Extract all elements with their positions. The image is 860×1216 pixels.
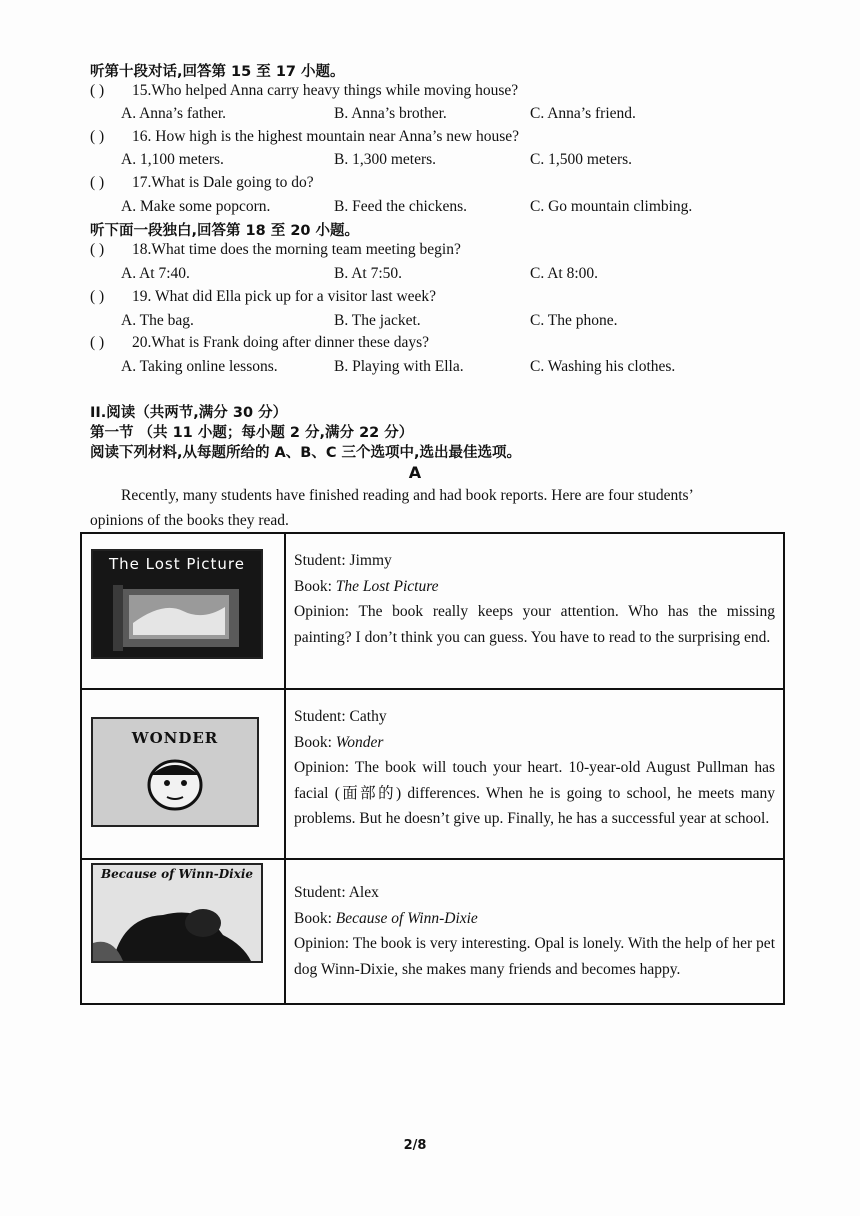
book-label: Book: <box>294 733 336 751</box>
book-cover-image <box>91 717 259 827</box>
question-15 <box>90 82 518 100</box>
option-b: B. Playing with Ella. <box>334 358 464 375</box>
opinion-text: Opinion: The book really keeps your attention. Who has the missing painting? I don’t think you can guess. You have to read to the surprising end. <box>294 603 775 646</box>
opinion-text: Opinion: The book is very interesting. Opal is lonely. With the help of her pet dog Winn-Dixie, she makes many friends and becomes happy. <box>294 935 775 978</box>
option-a: A. 1,100 meters. <box>121 151 224 168</box>
question-17 <box>90 174 314 192</box>
student-name: Student: Cathy <box>294 708 387 725</box>
book-label: Book: <box>294 577 336 595</box>
answer-blank[interactable]: ( ) <box>90 82 105 99</box>
option-c: C. The phone. <box>530 312 618 329</box>
page-number: 2/8 <box>403 1138 427 1153</box>
question-text: 20.What is Frank doing after dinner these days? <box>132 334 429 351</box>
intro-text-line-1: Recently, many students have finished reading and had book reports. Here are four students’ <box>121 487 694 504</box>
option-a: A. Make some popcorn. <box>121 198 271 215</box>
question-text: 17.What is Dale going to do? <box>132 174 314 191</box>
book-label: Book: <box>294 909 336 927</box>
cover-cell <box>81 859 285 1004</box>
cover-title: WONDER <box>131 729 219 747</box>
option-b: B. At 7:50. <box>334 265 403 282</box>
report-cell <box>285 859 784 1004</box>
question-16 <box>90 128 519 146</box>
option-c: C. Anna’s friend. <box>530 105 636 122</box>
option-c: C. At 8:00. <box>530 265 599 282</box>
option-a: A. Taking online lessons. <box>121 358 278 375</box>
opinion-text: Opinion: The book will touch your heart. 10-year-old August Pullman has facial (面部的) differences. When he is going to school, he meets many problems. But he doesn’t give up. Finally, he has a successful year at school. <box>294 759 775 827</box>
question-text: 18.What time does the morning team meeting begin? <box>132 241 461 258</box>
option-b: B. Anna’s brother. <box>334 105 447 122</box>
option-c: C. Washing his clothes. <box>530 358 676 375</box>
section-heading-listening-10: 听第十段对话,回答第 15 至 17 小题。 <box>90 64 345 80</box>
option-b: B. 1,300 meters. <box>334 151 437 168</box>
section-heading-monologue: 听下面一段独白,回答第 18 至 20 小题。 <box>90 223 360 239</box>
book-cover-image <box>91 863 263 963</box>
cover-title: The Lost Picture <box>109 555 245 573</box>
option-a: A. The bag. <box>121 312 194 329</box>
report-cell <box>285 533 784 689</box>
student-name: Student: Alex <box>294 884 379 901</box>
report-cell <box>285 689 784 859</box>
answer-blank[interactable]: ( ) <box>90 334 105 351</box>
option-c: C. 1,500 meters. <box>530 151 633 168</box>
book-cover-image <box>91 549 263 659</box>
question-text: 19. What did Ella pick up for a visitor last week? <box>132 288 437 305</box>
answer-blank[interactable]: ( ) <box>90 288 105 305</box>
book-title: The Lost Picture <box>335 577 439 595</box>
option-b: B. The jacket. <box>334 312 421 329</box>
section-one-heading: 第一节 （共 11 小题；每小题 2 分,满分 22 分） <box>90 425 414 441</box>
book-reports-table <box>80 532 785 1005</box>
option-a: A. Anna’s father. <box>121 105 227 122</box>
book-row-alex <box>81 859 784 1004</box>
option-a: A. At 7:40. <box>121 265 190 282</box>
cover-title: Because of Winn-Dixie <box>100 867 254 881</box>
book-title-line <box>294 730 775 756</box>
book-row-cathy <box>81 689 784 859</box>
question-18 <box>90 241 461 259</box>
intro-text-line-2: opinions of the books they read. <box>90 512 289 529</box>
option-c: C. Go mountain climbing. <box>530 198 693 215</box>
book-row-jimmy <box>81 533 784 689</box>
cover-cell <box>81 689 285 859</box>
passage-label: A <box>408 463 422 482</box>
question-20 <box>90 334 429 352</box>
question-19 <box>90 288 436 306</box>
question-text: 15.Who helped Anna carry heavy things while moving house? <box>132 82 519 99</box>
book-title-line <box>294 574 775 600</box>
answer-blank[interactable]: ( ) <box>90 174 105 191</box>
reading-instructions: 阅读下列材料,从每题所给的 A、B、C 三个选项中,选出最佳选项。 <box>90 445 522 461</box>
answer-blank[interactable]: ( ) <box>90 128 105 145</box>
option-b: B. Feed the chickens. <box>334 198 468 215</box>
book-title: Wonder <box>335 733 384 751</box>
book-title: Because of Winn-Dixie <box>335 909 478 927</box>
answer-blank[interactable]: ( ) <box>90 241 105 258</box>
reading-section-title: II.阅读（共两节,满分 30 分） <box>90 405 288 421</box>
question-text: 16. How high is the highest mountain near Anna’s new house? <box>132 128 520 145</box>
cover-cell <box>81 533 285 689</box>
student-name: Student: Jimmy <box>294 552 392 569</box>
book-title-line <box>294 906 775 932</box>
